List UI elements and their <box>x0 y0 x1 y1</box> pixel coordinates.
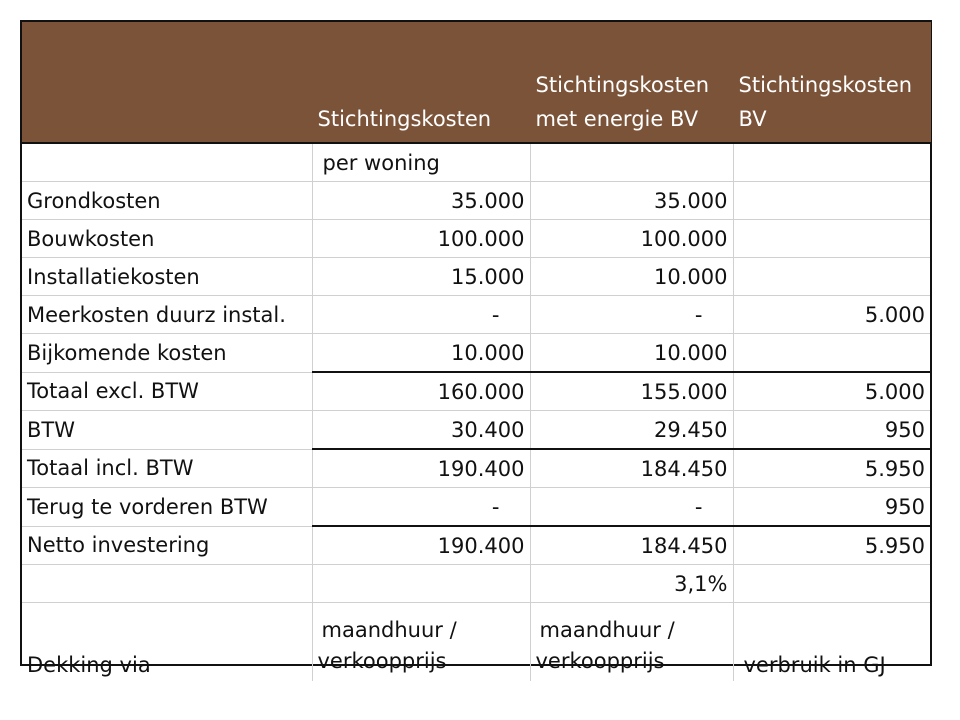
cell: 5.000 <box>733 296 930 334</box>
header-cell-empty <box>22 22 312 143</box>
cell: 100.000 <box>530 220 733 258</box>
row-label: Dekking via <box>22 603 312 682</box>
cell: 184.450 <box>530 526 733 565</box>
cell <box>733 334 930 373</box>
cell: 29.450 <box>530 411 733 450</box>
cell <box>530 143 733 182</box>
header-row <box>22 22 930 143</box>
cell: verbruik in GJ <box>743 653 886 677</box>
row-unit-note: per woning <box>312 143 530 182</box>
table-row-total <box>22 372 930 411</box>
cell <box>733 143 930 182</box>
table-row <box>22 565 930 603</box>
cell: 100.000 <box>312 220 530 258</box>
table-row <box>22 143 930 182</box>
row-label: Meerkosten duurz instal. <box>22 296 312 334</box>
cell: - <box>530 488 733 527</box>
table-row <box>22 411 930 450</box>
row-label: BTW <box>22 411 312 450</box>
table-row <box>22 488 930 527</box>
cell: 5.950 <box>733 526 930 565</box>
cell: 35.000 <box>312 182 530 220</box>
cell: 35.000 <box>530 182 733 220</box>
table-row <box>22 258 930 296</box>
cell: 184.450 <box>530 449 733 488</box>
header-stichtingskosten-bv: Stichtingskosten BV <box>733 22 930 143</box>
cell: maandhuur / verkoopprijs <box>530 603 733 682</box>
cell: - <box>530 296 733 334</box>
cell: 950 <box>733 488 930 527</box>
row-label: Totaal excl. BTW <box>22 372 312 411</box>
row-label: Bijkomende kosten <box>22 334 312 373</box>
row-label: Netto investering <box>22 526 312 565</box>
cell <box>312 565 530 603</box>
row-label: Installatiekosten <box>22 258 312 296</box>
cell: 950 <box>733 411 930 450</box>
cell <box>733 182 930 220</box>
cell: 5.950 <box>733 449 930 488</box>
cell: 30.400 <box>312 411 530 450</box>
cell: - <box>312 488 530 527</box>
row-label <box>22 143 312 182</box>
cell: - <box>312 296 530 334</box>
header-stichtingskosten: Stichtingskosten <box>312 22 530 143</box>
cost-table-sheet <box>20 20 932 677</box>
table-row-total <box>22 526 930 565</box>
cell: 5.000 <box>733 372 930 411</box>
row-label: Bouwkosten <box>22 220 312 258</box>
cell: 10.000 <box>530 258 733 296</box>
cell: 10.000 <box>530 334 733 373</box>
header-stichtingskosten-energie-bv: Stichtingskosten met energie BV <box>530 22 733 143</box>
cell: maandhuur / verkoopprijs <box>312 603 530 682</box>
table-row <box>22 296 930 334</box>
cell: 155.000 <box>530 372 733 411</box>
cell: 160.000 <box>312 372 530 411</box>
cell <box>733 565 930 603</box>
cell <box>733 258 930 296</box>
row-label <box>22 565 312 603</box>
cost-table <box>22 22 931 681</box>
table-row-total <box>22 449 930 488</box>
table-row <box>22 334 930 373</box>
table-row <box>22 220 930 258</box>
cell: 190.400 <box>312 526 530 565</box>
cell: 10.000 <box>312 334 530 373</box>
table-row <box>22 182 930 220</box>
cell: 190.400 <box>312 449 530 488</box>
row-label: Grondkosten <box>22 182 312 220</box>
cell <box>733 220 930 258</box>
table-row-dekking <box>22 603 930 682</box>
cell-percentage: 3,1% <box>530 565 733 603</box>
row-label: Totaal incl. BTW <box>22 449 312 488</box>
row-label: Terug te vorderen BTW <box>22 488 312 527</box>
cell: 15.000 <box>312 258 530 296</box>
